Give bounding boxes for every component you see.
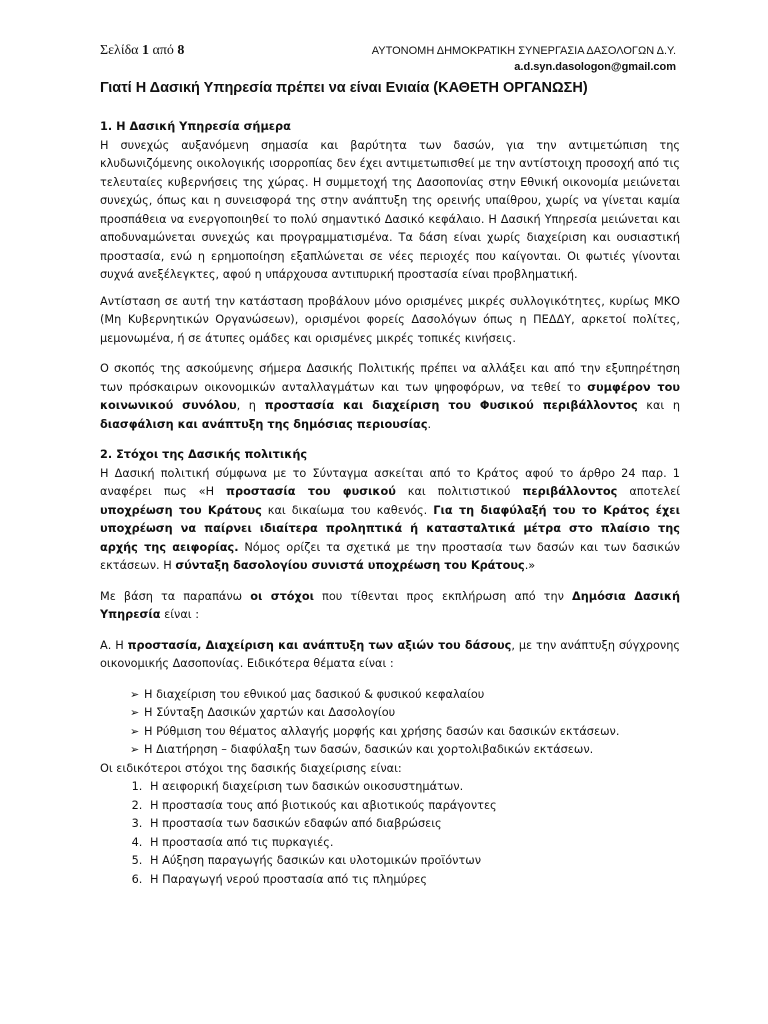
text-run: Νόμος ορίζει τα σχετικά με την προστασία των δασών και των δασικών εκτάσεων. Η	[100, 540, 680, 572]
bold-run: Για τη διαφύλαξή του το Κράτος έχει υποχρέωση να παίρνει ιδιαίτερα προληπτικά ή κατασταλτικά μέτρα στο πλαίσιο της αρχής της αειφορίας.	[100, 503, 680, 554]
text-run: Α. Η	[100, 638, 128, 652]
bold-run: προστασία και διαχείριση του Φυσικού περιβάλλοντος	[264, 399, 638, 412]
document-title: Γιατί Η Δασική Υπηρεσία πρέπει να είναι Ενιαία (ΚΑΘΕΤΗ ΟΡΓΑΝΩΣΗ)	[100, 80, 588, 96]
total-pages: 8	[177, 43, 185, 58]
text-run: που τίθενται προς εκπλήρωση από την	[314, 589, 572, 603]
bold-run: Δημόσια Δασική Υπηρεσία	[100, 589, 680, 621]
text-run: .»	[524, 559, 536, 572]
goal-item: 1. Η αειφορική διαχείριση των δασικών οικοσυστημάτων.	[146, 778, 680, 797]
bullet-item: ➢ Η Σύνταξη Δασικών χαρτών και Δασολογίου	[130, 704, 680, 723]
current-page: 1	[142, 43, 150, 58]
text-run: είναι :	[160, 608, 199, 621]
goal-item: 4. Η προστασία από τις πυρκαγιές.	[146, 834, 680, 853]
bold-run: υποχρέωση του Κράτους	[100, 503, 262, 517]
goal-item: 2. Η προστασία τους από βιοτικούς και αβιοτικούς παράγοντες	[146, 797, 680, 816]
topics-bullet-list	[130, 686, 680, 760]
section-1-paragraph-3	[100, 360, 680, 434]
section-2-paragraph-1	[100, 465, 680, 576]
bullet-item: ➢ Η Ρύθμιση του θέματος αλλαγής μορφής και χρήσης δασών και δασικών εκτάσεων.	[130, 723, 680, 742]
section-1-paragraph-1: Η συνεχώς αυξανόμενη σημασία και βαρύτητα των δασών, για την αντιμετώπιση της κλυδωνιζόμενης οικολογικής ισορροπίας δεν έχει αντιμετωπισθεί με την αντίστοιχη προσοχή από τις τελευταίες κυβερνήσεις της χώρας. Η συμμετοχή της Δασοπονίας στην Εθνική οικονομία μειώνεται συνεχώς, όπως και η συνεισφορά της στην ανάπτυξη της ορεινής υπαίθρου, χωρίς να γίνεται καμία προσπάθεια να ενεργοποιηθεί το πολύ σημαντικό Δασικό κεφάλαιο. Η Δασική Υπηρεσία μειώνεται και αποδυναμώνεται συνεχώς και προγραμματισμένα. Τα δάση είναι χωρίς διαχείριση και ουσιαστική προστασία, ενώ η ερημοποίηση εξαπλώνεται σε νέες περιοχές που καίγονται. Οι φωτιές γίνονται συχνά ανεξέλεγκτες, αφού η υπάρχουσα αντιπυρική προστασία είναι προβληματική.	[100, 138, 680, 281]
of-word: από	[152, 43, 174, 58]
bold-run: προστασία, Διαχείριση και ανάπτυξη των αξιών του δάσους	[127, 638, 512, 652]
bold-run: προστασία του φυσικού	[226, 485, 396, 498]
text-run: και δικαίωμα του καθενός.	[261, 503, 434, 517]
bold-run: σύνταξη δασολογίου συνιστά υποχρέωση του Κράτους	[175, 559, 525, 572]
goals-numbered-list	[128, 778, 680, 889]
page-number	[100, 43, 184, 59]
section-2-paragraph-2	[100, 588, 680, 625]
goal-item: 3. Η προστασία των δασικών εδαφών από διαβρώσεις	[146, 815, 680, 834]
goal-item: 6. Η Παραγωγή νερού προστασία από τις πλημύρες	[146, 871, 680, 890]
header-organization	[372, 43, 676, 75]
text-run: , με την ανάπτυξη σύγχρονης οικονομικής Δασοπονίας. Ειδικότερα θέματα είναι :	[100, 638, 680, 670]
organization-email: a.d.syn.dasologon@gmail.com	[514, 61, 676, 73]
text-run: και πολιτιστικού	[395, 485, 523, 498]
bold-run: οι στόχοι	[250, 589, 314, 603]
goal-item: 5. Η Αύξηση παραγωγής δασικών και υλοτομικών προϊόντων	[146, 852, 680, 871]
bullet-item: ➢ Η Διατήρηση – διαφύλαξη των δασών, δασικών και χορτολιβαδικών εκτάσεων.	[130, 741, 680, 760]
text-run: .	[427, 417, 432, 431]
section-2-heading: 2. Στόχοι της Δασικής πολιτικής	[100, 448, 308, 461]
page-word: Σελίδα	[100, 43, 139, 58]
section-1-paragraph-2: Αντίσταση σε αυτή την κατάσταση προβάλουν μόνο ορισμένες μικρές συλλογικότητες, κυρίως ΜΚΟ (Μη Κυβερνητικών Οργανώσεων), ορισμένοι φορείς Δασολόγων όπως η ΠΕΔΔΥ, αρκετοί πολίτες, μεμονωμένα, ή σε άτυπες ομάδες και ορισμένες μικρές τοπικές κινήσεις.	[100, 294, 680, 345]
bullet-item: ➢ Η διαχείριση του εθνικού μας δασικού & φυσικού κεφαλαίου	[130, 686, 680, 705]
text-run: και η	[637, 399, 680, 412]
text-run: , η	[236, 399, 265, 412]
goals-intro: Οι ειδικότεροι στόχοι της δασικής διαχείρισης είναι:	[100, 761, 402, 775]
organization-name: ΑΥΤΟΝΟΜΗ ΔΗΜΟΚΡΑΤΙΚΗ ΣΥΝΕΡΓΑΣΙΑ ΔΑΣΟΛΟΓΩΝ Δ.Υ.	[371, 45, 676, 57]
bold-run: συμφέρον του κοινωνικού συνόλου	[100, 380, 680, 412]
section-2-paragraph-a	[100, 637, 680, 674]
bold-run: περιβάλλοντος	[522, 485, 618, 498]
section-1-heading: 1. Η Δασική Υπηρεσία σήμερα	[100, 120, 291, 133]
text-run: Με βάση τα παραπάνω	[100, 589, 251, 603]
text-run: αποτελεί	[617, 485, 681, 498]
text-run: Η Δασική πολιτική σύμφωνα με το Σύνταγμα ασκείται από το Κράτος αφού το άρθρο 24 παρ. 1 αναφέρει πως «Η	[100, 466, 680, 498]
bold-run: διασφάλιση και ανάπτυξη της δημόσιας περιουσίας	[100, 417, 428, 431]
text-run: Ο σκοπός της ασκούμενης σήμερα Δασικής Πολιτικής πρέπει να αλλάξει και από την εξυπηρέτηση των πρόσκαιρων οικονομικών ανταλλαγμάτων και των ψηφοφόρων, να τεθεί το	[100, 362, 680, 394]
document-body	[100, 118, 680, 889]
